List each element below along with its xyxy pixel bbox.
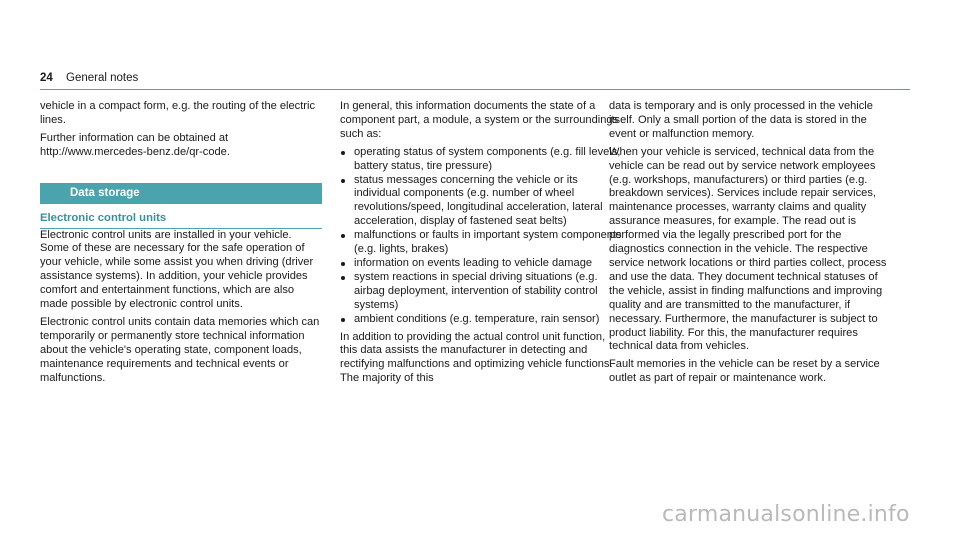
list-item: malfunctions or faults in important system components (e.g. lights, brakes) <box>340 229 622 257</box>
page-header <box>40 72 138 84</box>
paragraph: In addition to providing the actual control unit function, this data assists the manufacturer in detecting and rectifying malfunctions and optimizing vehicle functions. The majority of this <box>340 330 613 385</box>
bullet-list <box>340 146 622 327</box>
list-item: status messages concerning the vehicle or its individual components (e.g. number of wheel revolutions/speed, longitudinal acceleration, lateral acceleration, display of fastened seat belts) <box>340 174 622 230</box>
paragraph: Further information can be obtained at http://www.mercedes-benz.de/qr-code. <box>40 131 230 158</box>
paragraph: vehicle in a compact form, e.g. the routing of the electric lines. <box>40 100 316 126</box>
bullet-icon <box>341 276 345 280</box>
subheading-electronic-control-units: Electronic control units <box>40 212 322 229</box>
bullet-icon <box>341 262 345 266</box>
paragraph: Electronic control units contain data memories which can temporarily or permanently store technical information about the vehicle's operating state, component loads, maintenance requirements and technical events or malfunctions. <box>40 315 320 384</box>
list-item: ambient conditions (e.g. temperature, rain sensor) <box>340 313 622 327</box>
paragraph: When your vehicle is serviced, technical data from the vehicle can be read out by service network employees (e.g. workshops, manufacturers) or third parties (e.g. breakdown services). Services include repair services, maintenance processes, warranty claims and quality assurance measures, for example. The read out is performed via the legally prescribed port for the diagnostics connection in the vehicle. The respective service network locations or third parties collect, process and use the data. They document technical statuses of the vehicle, assist in finding malfunctions and improving quality and are transmitted to the manufacturer, if necessary. Furthermore, the manufacturer is subject to product liability. For this, the manufacturer requires technical data from vehicles. <box>609 145 887 353</box>
column-right <box>609 100 891 390</box>
paragraph: In general, this information documents the state of a component part, a module, a system or the surroundings such as: <box>340 100 619 140</box>
paragraph: data is temporary and is only processed in the vehicle itself. Only a small portion of the data is stored in the event or malfunction memory. <box>609 100 873 140</box>
list-item: operating status of system components (e.g. fill levels, battery status, tire pressure) <box>340 146 622 174</box>
column-left <box>40 100 322 390</box>
paragraph: Electronic control units are installed in your vehicle. Some of these are necessary for the safe operation of your vehicle, while some assist you when driving (driver assistance systems). In addition, your vehicle provides comfort and entertainment functions, which are also made possible by electronic control units. <box>40 228 314 311</box>
bullet-icon <box>341 179 345 183</box>
column-middle <box>340 100 622 390</box>
paragraph: Fault memories in the vehicle can be reset by a service outlet as part of repair or maintenance work. <box>609 358 880 385</box>
page-header-title: General notes <box>66 72 139 84</box>
bullet-icon <box>341 151 345 155</box>
list-item: information on events leading to vehicle damage <box>340 257 622 271</box>
bullet-icon <box>341 234 345 238</box>
list-item: system reactions in special driving situations (e.g. airbag deployment, intervention of stability control systems) <box>340 271 622 313</box>
page-number: 24 <box>40 72 53 84</box>
header-divider <box>40 89 910 90</box>
section-heading-data-storage: Data storage <box>40 183 322 204</box>
bullet-icon <box>341 318 345 322</box>
watermark: carmanualsonline.info <box>662 502 910 527</box>
